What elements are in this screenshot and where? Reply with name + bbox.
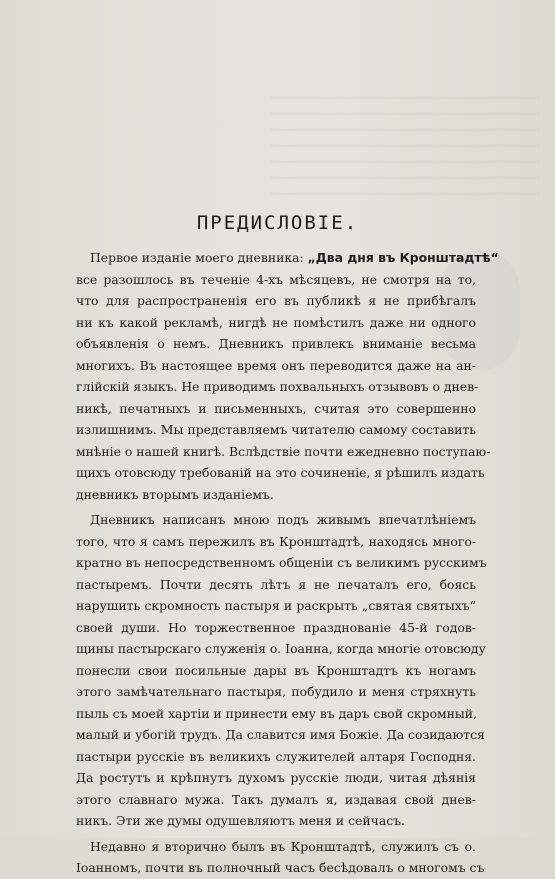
text-line: пастыри русскіе въ великихъ служителей алтаря Господня. (76, 748, 476, 764)
text-line: объявленія о немъ. Дневникъ привлекъ вниманіе весьма (76, 336, 476, 351)
paragraph (76, 836, 485, 879)
text-line: щихъ отовсюду требованій на это сочиненіе, я рѣшилъ издать (76, 465, 485, 480)
text-line: этого замѣчательнаго пастыря, побудило и меня стряхнуть (76, 684, 476, 699)
text-line: кратно въ непосредственномъ общеніи съ великимъ русскимъ (76, 555, 487, 570)
text-line: что для распространенія его въ публикѣ я не прибѣгалъ (76, 293, 476, 308)
text-line: дневникъ вторымъ изданіемъ. (76, 486, 274, 502)
text-line: Недавно я вторично былъ въ Кронштадтѣ, служилъ съ о. (90, 838, 476, 854)
text-line: пастыремъ. Почти десять лѣтъ я не печаталъ его, боясь (76, 576, 476, 592)
bleed-through-text (270, 85, 540, 205)
book-title-bold: „Два дня въ Кронштадтѣ“ (307, 250, 499, 265)
text-run: Первое изданіе моего дневника: (90, 250, 308, 265)
text-line: излишнимъ. Мы представляемъ читателю самому составить (76, 422, 476, 437)
text-line: своей души. Но торжественное празднованіе 45-й годов- (76, 619, 476, 635)
paragraph (76, 247, 499, 505)
text-line: пыль съ моей хартіи и принести ему въ даръ свой скромный, (76, 705, 477, 721)
text-line: щины пастырскаго служенія о. Іоанна, когда многіе отовсюду (76, 641, 486, 656)
paragraph (76, 509, 487, 832)
text-line: все разошлось въ теченіе 4-хъ мѣсяцевъ, не смотря на то, (76, 271, 476, 287)
text-line: малый и убогій трудъ. Да славится имя Божіе. Да созидаются (76, 727, 485, 742)
text-line: Дневникъ написанъ мною подъ живымъ впечатлѣніемъ (90, 512, 476, 527)
text-line: никѣ, печатныхъ и письменныхъ, считая это совершенно (76, 400, 476, 416)
text-line: понесли свои посильные дары въ Кронштадтъ къ ногамъ (76, 662, 476, 678)
text-line: никъ. Эти же думы одушевляютъ меня и сейчасъ. (76, 813, 405, 828)
text-line: того, что я самъ пережилъ въ Кронштадтѣ, находясь много- (76, 533, 476, 549)
page-title: ПРЕДИСЛОВIЕ. (196, 212, 359, 234)
text-line: Іоанномъ, почти въ полночный часъ бесѣдовалъ о многомъ съ (76, 860, 485, 875)
preface-body (76, 247, 499, 879)
text-line: этого славнаго мужа. Такъ думалъ я, издавая свой днев- (76, 791, 476, 807)
text-line: многихъ. Въ настоящее время онъ переводится даже на ан- (76, 357, 476, 373)
text-line: Да ростутъ и крѣпнутъ духомъ русскіе люди, читая дѣянія (76, 770, 476, 785)
text-line (76, 247, 499, 269)
text-line: мнѣніе о нашей книгѣ. Вслѣдствіе почти ежедневно поступаю- (76, 443, 491, 459)
text-line: нарушить скромность пастыря и раскрыть „святая святыхъ“ (76, 598, 476, 613)
text-line: глійскій языкъ. Не приводимъ похвальныхъ отзывовъ о днев- (76, 379, 479, 394)
text-line: ни къ какой рекламѣ, нигдѣ не помѣстилъ даже ни одного (76, 314, 476, 330)
